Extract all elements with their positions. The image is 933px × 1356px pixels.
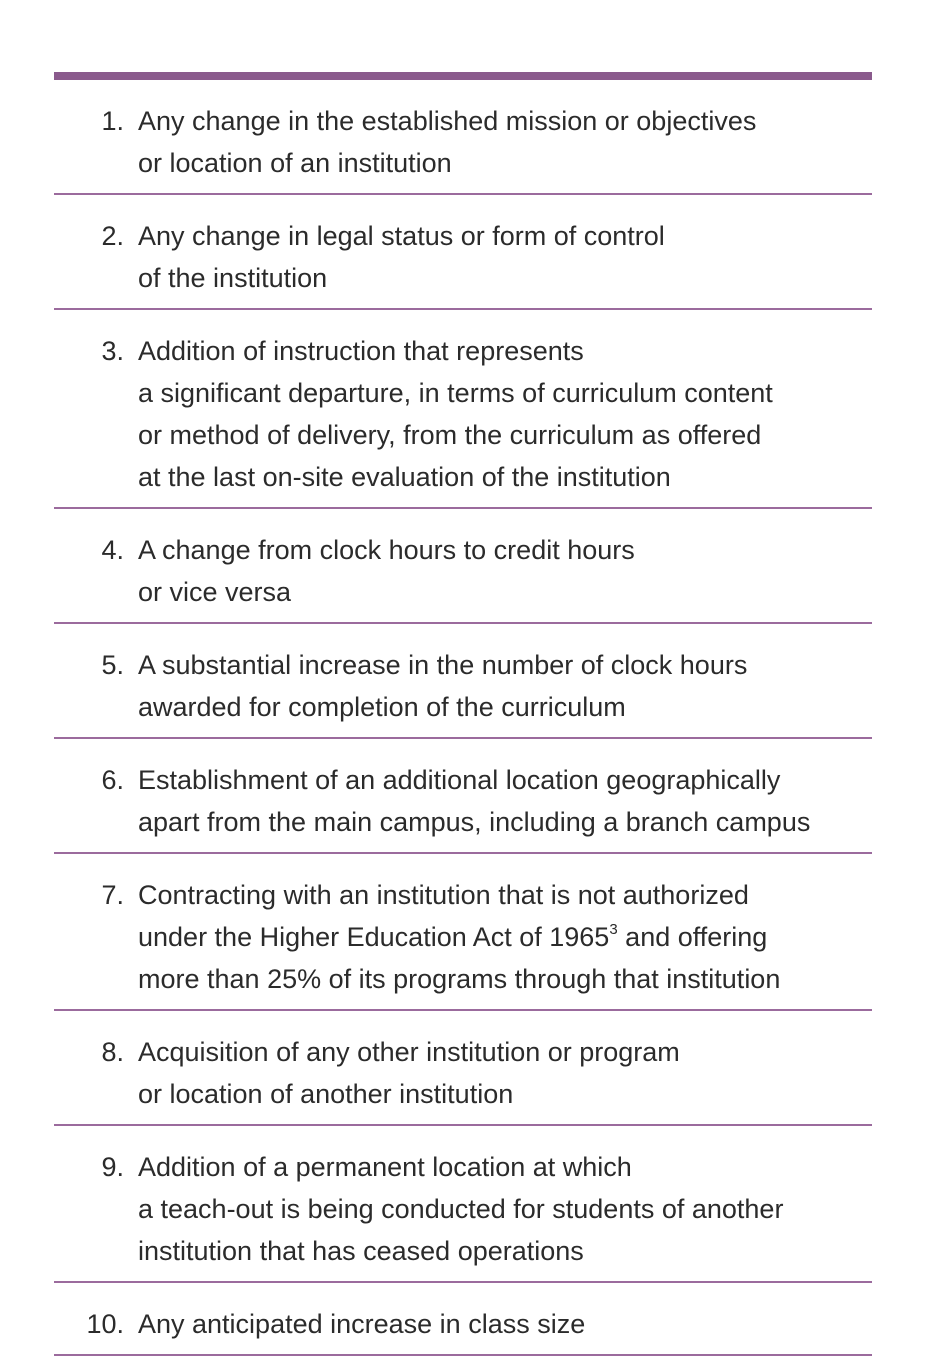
list-item [54,1126,872,1283]
item-number: 1. [101,106,124,136]
item-text [124,874,872,1000]
item-text-line: of the institution [138,263,328,293]
item-text-line: or vice versa [138,577,292,607]
item-text-line: A change from clock hours to credit hours [138,535,635,565]
item-text-line: Any anticipated increase in class size [138,1309,586,1339]
item-text-line: A substantial increase in the number of clock hours [138,650,748,680]
list-item [54,1011,872,1126]
item-text [124,330,872,498]
item-text [124,215,872,299]
list-item [54,624,872,739]
item-text [124,644,872,728]
item-number: 2. [101,221,124,251]
list-item [54,80,872,195]
item-text-line: a significant departure, in terms of curriculum content [138,378,773,408]
list-item [54,739,872,854]
item-text-line: or method of delivery, from the curriculum as offered [138,420,762,450]
item-text-line: Any change in legal status or form of control [138,221,665,251]
item-text [124,1146,872,1272]
item-text [124,529,872,613]
item-text [124,759,872,843]
item-number: 9. [101,1152,124,1182]
item-text-line: awarded for completion of the curriculum [138,692,626,722]
item-text-line: or location of another institution [138,1079,514,1109]
item-text-line: institution that has ceased operations [138,1236,584,1266]
top-accent-rule [54,72,872,80]
item-text-line: Establishment of an additional location geographically [138,765,781,795]
item-number: 5. [101,650,124,680]
item-text-line: a teach-out is being conducted for students of another [138,1194,784,1224]
change-list [54,80,872,1356]
item-text-segment: and offering [617,922,768,952]
list-item [54,310,872,509]
item-text-line: Addition of instruction that represents [138,336,584,366]
list-item [54,195,872,310]
item-text-line: at the last on-site evaluation of the institution [138,462,671,492]
footnote-marker: 3 [609,921,618,938]
item-number: 8. [101,1037,124,1067]
substantive-change-list-page [54,72,872,1356]
list-item [54,1283,872,1356]
item-text-line: Any change in the established mission or objectives [138,106,757,136]
item-text-line: Contracting with an institution that is not authorized [138,880,749,910]
list-item [54,854,872,1011]
item-number: 3. [101,336,124,366]
item-number: 7. [101,880,124,910]
item-text-line: Acquisition of any other institution or program [138,1037,680,1067]
list-item [54,509,872,624]
item-number: 10. [86,1309,124,1339]
item-text [124,1031,872,1115]
item-text-line: or location of an institution [138,148,452,178]
item-text-line [138,916,872,958]
item-number: 4. [101,535,124,565]
item-text-line: Addition of a permanent location at which [138,1152,632,1182]
item-text-line: apart from the main campus, including a branch campus [138,807,811,837]
item-text-segment: under the Higher Education Act of 1965 [138,922,610,952]
item-text [124,100,872,184]
item-text-line: more than 25% of its programs through that institution [138,964,781,994]
item-number: 6. [101,765,124,795]
item-text [124,1303,872,1345]
